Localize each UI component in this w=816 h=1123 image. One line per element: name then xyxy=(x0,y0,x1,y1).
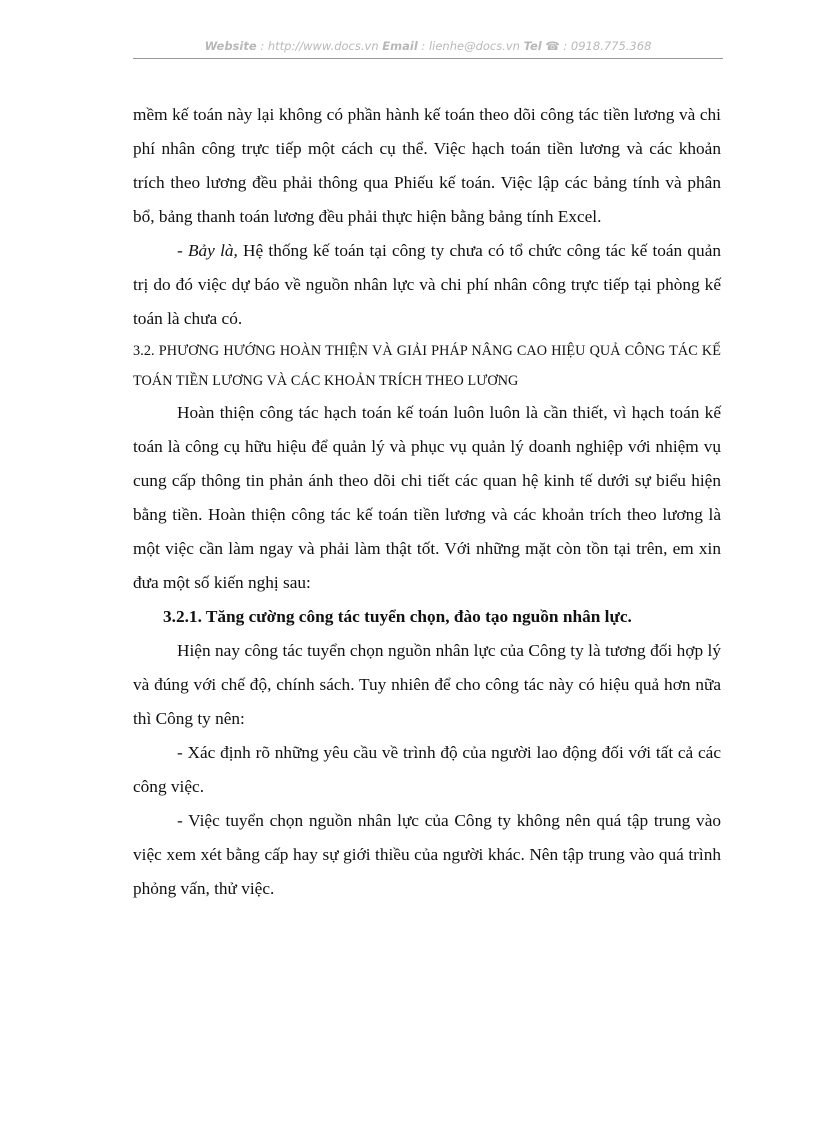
bullet-item: - Xác định rõ những yêu cầu về trình độ của người lao động đối với tất cả các công việc. xyxy=(133,743,721,796)
paragraph-point-seven xyxy=(133,234,721,336)
subsection-heading: 3.2.1. Tăng cường công tác tuyển chọn, đào tạo nguồn nhân lực. xyxy=(163,607,632,626)
bullet-item: - Việc tuyển chọn nguồn nhân lực của Công ty không nên quá tập trung vào việc xem xét bằng cấp hay sự giới thiều của người khác. Nên tập trung vào quá trình phỏng vấn, thử việc. xyxy=(133,811,721,898)
header-email-label: Email xyxy=(382,39,418,53)
paragraph-continued: mềm kế toán này lại không có phần hành kế toán theo dõi công tác tiền lương và chi phí nhân công trực tiếp một cách cụ thể. Việc hạch toán tiền lương và các khoản trích theo lương đều phải thông qua Phiếu kế toán. Việc lập các bảng tính và phân bổ, bảng thanh toán lương đều phải thực hiện bằng bảng tính Excel. xyxy=(133,105,721,226)
header-tel-value: : 0918.775.368 xyxy=(559,39,652,53)
header-email-value: : lienhe@docs.vn xyxy=(417,39,524,53)
point-seven-label: Bảy là, xyxy=(187,241,238,260)
paragraph-subsection: Hiện nay công tác tuyển chọn nguồn nhân lực của Công ty là tương đối hợp lý và đúng với chế độ, chính sách. Tuy nhiên để cho công tác này có hiệu quả hơn nữa thì Công ty nên: xyxy=(133,641,721,728)
header-tel-label: Tel xyxy=(523,39,542,53)
phone-icon: ☎ xyxy=(545,39,560,53)
header-website-value: : http://www.docs.vn xyxy=(256,39,383,53)
section-heading: 3.2. PHƯƠNG HƯỚNG HOÀN THIỆN VÀ GIẢI PHÁP NÂNG CAO HIỆU QUẢ CÔNG TÁC KẾ TOÁN TIỀN LƯƠNG VÀ CÁC KHOẢN TRÍCH THEO LƯƠNG xyxy=(133,343,721,389)
paragraph-intro: Hoàn thiện công tác hạch toán kế toán luôn luôn là cần thiết, vì hạch toán kế toán là công cụ hữu hiệu để quản lý và phục vụ quản lý doanh nghiệp với nhiệm vụ cung cấp thông tin phản ánh theo dõi chi tiết các quan hệ kinh tế dưới sự biểu hiện bằng tiền. Hoàn thiện công tác kế toán tiền lương và các khoản trích theo lương là một việc cần làm ngay và phải làm thật tốt. Với những mặt còn tồn tại trên, em xin đưa một số kiến nghị sau: xyxy=(133,403,721,592)
document-body xyxy=(133,98,721,906)
point-seven-prefix: - xyxy=(177,241,188,260)
page-header xyxy=(133,38,723,59)
point-seven-text: Hệ thống kế toán tại công ty chưa có tổ chức công tác kế toán quản trị do đó việc dự báo về nguồn nhân lực và chi phí nhân công trực tiếp tại phòng kế toán là chưa có. xyxy=(133,241,722,328)
header-website-label: Website xyxy=(204,39,257,53)
